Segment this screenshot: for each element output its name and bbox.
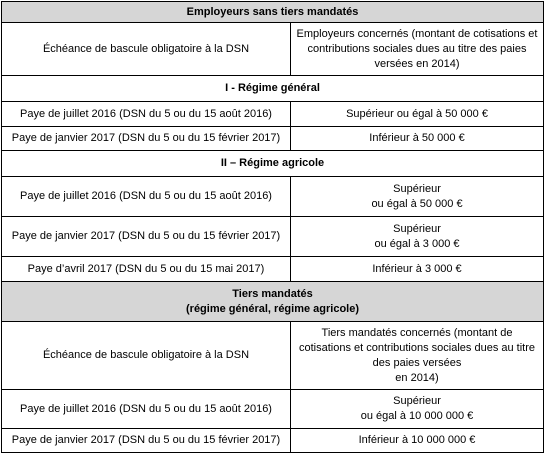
section-header-row bbox=[2, 282, 544, 322]
subsection-row bbox=[2, 151, 544, 177]
table-row bbox=[2, 177, 544, 217]
table-row bbox=[2, 127, 544, 151]
table-row bbox=[2, 429, 544, 453]
threshold-cell: Supérieur ou égal à 3 000 € bbox=[291, 217, 544, 257]
threshold-cell: Supérieur ou égal à 10 000 000 € bbox=[291, 390, 544, 429]
col2-header: Employeurs concernés (montant de cotisations et contributions sociales dues au titre des paies versées en 2014) bbox=[291, 23, 544, 76]
subsection-row bbox=[2, 76, 544, 102]
table-row bbox=[2, 102, 544, 127]
threshold-cell: Inférieur à 3 000 € bbox=[291, 257, 544, 282]
threshold-cell: Inférieur à 10 000 000 € bbox=[291, 429, 544, 453]
period-cell: Paye d’avril 2017 (DSN du 5 ou du 15 mai 2017) bbox=[2, 257, 291, 282]
section1-title: Employeurs sans tiers mandatés bbox=[2, 2, 544, 23]
section2-title: Tiers mandatés (régime général, régime agricole) bbox=[2, 282, 544, 322]
column-header-row bbox=[2, 23, 544, 76]
table-row bbox=[2, 217, 544, 257]
regime-agricole-title: II – Régime agricole bbox=[2, 151, 544, 177]
col1-header: Échéance de bascule obligatoire à la DSN bbox=[2, 23, 291, 76]
period-cell: Paye de janvier 2017 (DSN du 5 ou du 15 février 2017) bbox=[2, 217, 291, 257]
column-header-row bbox=[2, 322, 544, 390]
period-cell: Paye de juillet 2016 (DSN du 5 ou du 15 août 2016) bbox=[2, 177, 291, 217]
threshold-cell: Inférieur à 50 000 € bbox=[291, 127, 544, 151]
period-cell: Paye de juillet 2016 (DSN du 5 ou du 15 août 2016) bbox=[2, 102, 291, 127]
dsn-schedule-table bbox=[1, 1, 544, 453]
col1-header: Échéance de bascule obligatoire à la DSN bbox=[2, 322, 291, 390]
threshold-cell: Supérieur ou égal à 50 000 € bbox=[291, 177, 544, 217]
table-row bbox=[2, 390, 544, 429]
table-row bbox=[2, 257, 544, 282]
period-cell: Paye de juillet 2016 (DSN du 5 ou du 15 août 2016) bbox=[2, 390, 291, 429]
section-header-row bbox=[2, 2, 544, 23]
period-cell: Paye de janvier 2017 (DSN du 5 ou du 15 février 2017) bbox=[2, 127, 291, 151]
regime-general-title: I - Régime général bbox=[2, 76, 544, 102]
period-cell: Paye de janvier 2017 (DSN du 5 ou du 15 février 2017) bbox=[2, 429, 291, 453]
col2-header: Tiers mandatés concernés (montant de cotisations et contributions sociales dues au titre des paies versées en 2014) bbox=[291, 322, 544, 390]
threshold-cell: Supérieur ou égal à 50 000 € bbox=[291, 102, 544, 127]
